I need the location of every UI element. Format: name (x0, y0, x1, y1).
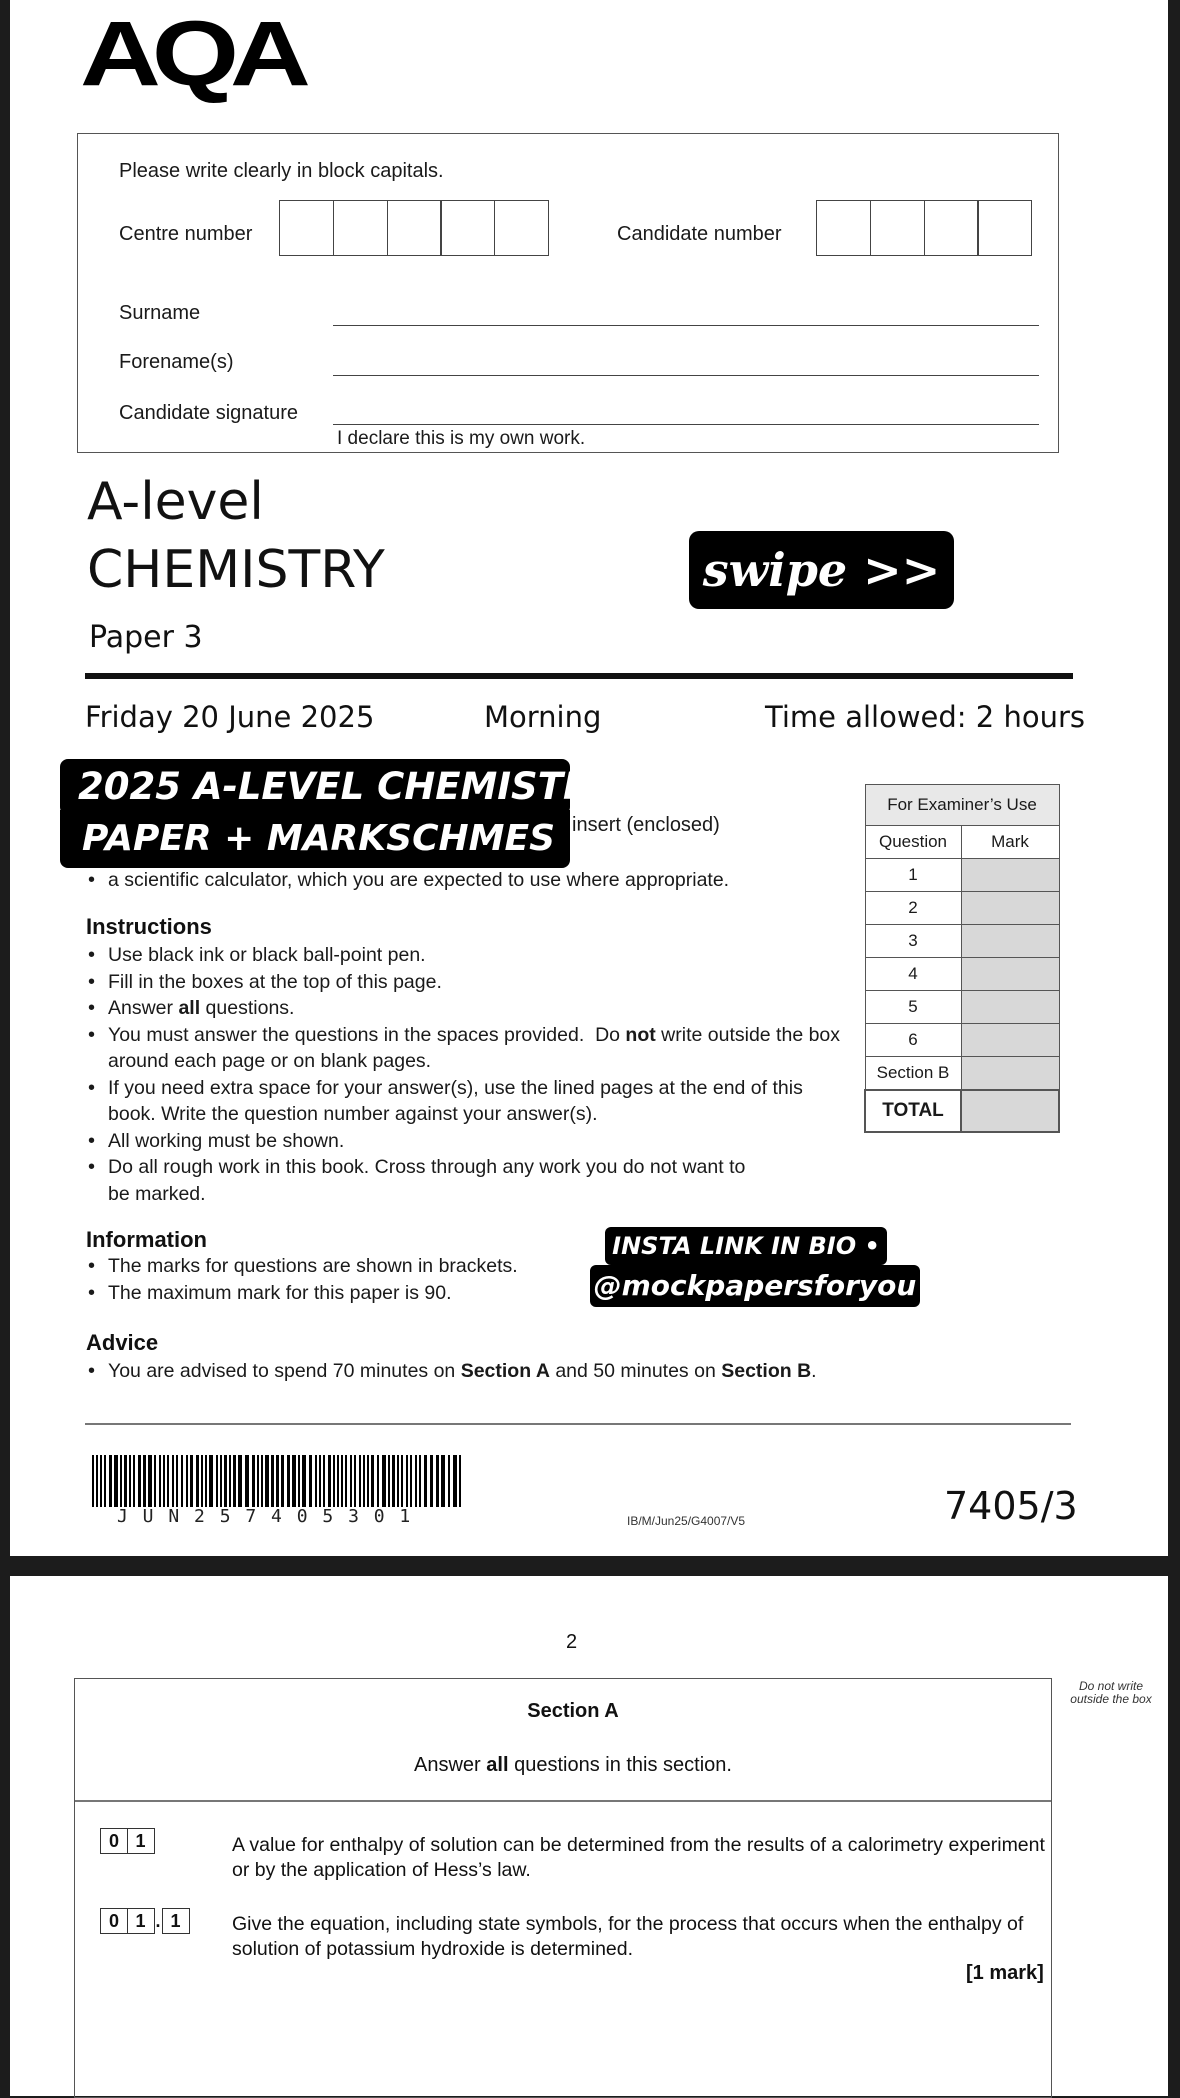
question-011-text: Give the equation, including state symbols, for the process that occurs when the enthalpy of solution of potassium hydroxide is determined. (232, 1913, 1024, 1960)
reference-code: IB/M/Jun25/G4007/V5 (627, 1514, 746, 1528)
barcode-bar (397, 1455, 399, 1507)
aqa-logo: AQA (80, 2, 302, 105)
barcode-bar (459, 1455, 461, 1507)
digit-box[interactable] (387, 200, 442, 256)
barcode-bar (377, 1455, 379, 1507)
advice-item: • You are advised to spend 70 minutes on Section A and 50 minutes on Section B. (86, 1358, 986, 1385)
question-digit: 0 (100, 1828, 128, 1854)
barcode-bar (323, 1455, 325, 1507)
materials-item: • a scientific calculator, which you are expected to use where appropriate. (86, 867, 846, 894)
barcode-bar (333, 1455, 335, 1507)
instruction-item: • Use black ink or black ball-point pen. (86, 942, 846, 969)
barcode-bar (120, 1455, 122, 1507)
instruction-item: • Answer all questions. (86, 995, 846, 1022)
barcode-bar (345, 1455, 347, 1507)
barcode-bar (148, 1455, 152, 1507)
barcode-bar (302, 1455, 306, 1507)
time-allowed: Time allowed: 2 hours (765, 700, 1085, 734)
digit-box[interactable] (816, 200, 871, 256)
question-cell: 3 (865, 925, 961, 958)
signature-field[interactable] (333, 424, 1039, 425)
signature-label: Candidate signature (119, 402, 299, 424)
footer-divider (85, 1423, 1071, 1425)
information-item: • The marks for questions are shown in brackets. (86, 1253, 606, 1280)
barcode-bar (186, 1455, 188, 1507)
instruction-item: • Fill in the boxes at the top of this page. (86, 969, 846, 996)
digit-box[interactable] (279, 200, 334, 256)
barcode (92, 1455, 464, 1507)
barcode-bar (441, 1455, 445, 1507)
forename-field[interactable] (333, 375, 1039, 376)
answer-box (74, 1678, 1052, 2098)
margin-note: Do not write outside the box (1070, 1679, 1152, 1706)
subject-title: CHEMISTRY (87, 540, 385, 600)
barcode-bar (224, 1455, 227, 1507)
question-cell: 6 (865, 1024, 961, 1057)
barcode-bar (172, 1455, 174, 1507)
barcode-bar (276, 1455, 279, 1507)
barcode-bar (176, 1455, 178, 1507)
barcode-bar (190, 1455, 193, 1507)
barcode-bar (181, 1455, 183, 1507)
advice-list (86, 1358, 986, 1385)
information-list (86, 1253, 606, 1306)
insta-link-line[interactable]: INSTA LINK IN BIO • (605, 1227, 887, 1265)
question-column-header: Question (865, 826, 961, 859)
barcode-bar (252, 1455, 255, 1507)
barcode-bar (406, 1455, 408, 1507)
barcode-bar (114, 1455, 118, 1507)
barcode-bar (133, 1455, 135, 1507)
question-cell: Section B (865, 1057, 961, 1091)
mark-cell (961, 925, 1059, 958)
mark-cell (961, 958, 1059, 991)
barcode-bar (309, 1455, 312, 1507)
barcode-bar (453, 1455, 457, 1507)
title-divider (85, 673, 1073, 679)
barcode-bar (328, 1455, 331, 1507)
barcode-bar (350, 1455, 352, 1507)
banner-line-2: PAPER + MARKSCHMES • (60, 810, 570, 868)
digit-box[interactable] (333, 200, 388, 256)
barcode-bar (129, 1455, 131, 1507)
total-mark-cell (961, 1090, 1059, 1132)
section-instruction: Answer all questions in this section. (414, 1754, 732, 1776)
barcode-bar (271, 1455, 274, 1507)
digit-box[interactable] (440, 200, 495, 256)
question-dot: . (155, 1910, 161, 1931)
materials-insert: insert (enclosed) (572, 814, 720, 836)
barcode-bar (124, 1455, 127, 1507)
barcode-text: J U N 2 5 7 4 0 5 3 0 1 (117, 1506, 413, 1527)
instructions-list (86, 942, 846, 1207)
barcode-bar (261, 1455, 263, 1507)
barcode-bar (319, 1455, 321, 1507)
total-label: TOTAL (865, 1090, 961, 1132)
instruction-item: • If you need extra space for your answer(s), use the lined pages at the end of this book. Write the question number against your answer(s). (86, 1075, 846, 1128)
question-digit: 1 (162, 1908, 190, 1934)
mark-cell (961, 892, 1059, 925)
centre-number-boxes[interactable] (279, 200, 548, 256)
examiners-use-title: For Examiner’s Use (865, 785, 1059, 826)
digit-box[interactable] (870, 200, 925, 256)
surname-label: Surname (119, 302, 201, 324)
digit-box[interactable] (924, 200, 979, 256)
advice-heading: Advice (86, 1330, 159, 1355)
barcode-bar (419, 1455, 421, 1507)
swipe-badge[interactable]: swipe >> (689, 531, 954, 609)
question-number-011 (100, 1908, 188, 1934)
mark-cell (961, 859, 1059, 892)
paper-number: Paper 3 (89, 620, 203, 655)
page-number: 2 (566, 1631, 578, 1653)
barcode-bar (159, 1455, 161, 1507)
examiners-use-table (864, 784, 1060, 1133)
barcode-bar (298, 1455, 300, 1507)
barcode-bar (448, 1455, 450, 1507)
digit-box[interactable] (977, 200, 1032, 256)
barcode-bar (341, 1455, 343, 1507)
barcode-bar (359, 1455, 361, 1507)
barcode-bar (196, 1455, 199, 1507)
barcode-bar (96, 1455, 98, 1507)
barcode-bar (238, 1455, 242, 1507)
question-digit: 1 (127, 1828, 155, 1854)
declaration-text: I declare this is my own work. (337, 428, 586, 449)
question-cell: 1 (865, 859, 961, 892)
candidate-number-boxes[interactable] (816, 200, 1031, 256)
barcode-bar (287, 1455, 290, 1507)
exam-date: Friday 20 June 2025 (85, 700, 375, 734)
question-digit: 0 (100, 1908, 128, 1934)
exam-session: Morning (484, 700, 602, 734)
block-capitals-instruction: Please write clearly in block capitals. (119, 160, 444, 182)
question-cell: 4 (865, 958, 961, 991)
barcode-bar (315, 1455, 317, 1507)
information-item: • The maximum mark for this paper is 90. (86, 1280, 606, 1307)
banner-line-1: 2025 A-LEVEL CHEMISTRY (60, 759, 570, 815)
barcode-bar (410, 1455, 412, 1507)
insta-handle-line[interactable]: @mockpapersforyou (590, 1265, 920, 1307)
question-number-01 (100, 1828, 153, 1854)
barcode-bar (430, 1455, 433, 1507)
barcode-bar (337, 1455, 339, 1507)
barcode-bar (281, 1455, 284, 1507)
barcode-bar (220, 1455, 222, 1507)
barcode-bar (371, 1455, 374, 1507)
barcode-bar (265, 1455, 269, 1507)
instruction-item: • All working must be shown. (86, 1128, 846, 1155)
barcode-bar (354, 1455, 356, 1507)
mark-column-header: Mark (961, 826, 1059, 859)
barcode-bar (104, 1455, 106, 1507)
instructions-heading: Instructions (86, 914, 212, 939)
barcode-bar (209, 1455, 213, 1507)
barcode-bar (436, 1455, 439, 1507)
centre-number-label: Centre number (119, 223, 253, 245)
barcode-bar (163, 1455, 165, 1507)
question-cell: 5 (865, 991, 961, 1024)
candidate-number-label: Candidate number (617, 223, 782, 245)
instruction-item: • You must answer the questions in the spaces provided. Do not write outside the box around each page or on blank pages. (86, 1022, 846, 1075)
barcode-bar (424, 1455, 427, 1507)
mark-cell (961, 991, 1059, 1024)
barcode-bar (167, 1455, 169, 1507)
barcode-bar (154, 1455, 156, 1507)
barcode-bar (292, 1455, 296, 1507)
digit-box[interactable] (494, 200, 549, 256)
question-011-marks: [1 mark] (966, 1962, 1044, 1984)
barcode-bar (109, 1455, 112, 1507)
paper-code: 7405/3 (944, 1484, 1078, 1528)
section-title: Section A (527, 1700, 619, 1722)
barcode-bar (401, 1455, 403, 1507)
barcode-bar (138, 1455, 141, 1507)
barcode-bar (245, 1455, 249, 1507)
barcode-bar (367, 1455, 369, 1507)
barcode-bar (415, 1455, 417, 1507)
question-cell: 2 (865, 892, 961, 925)
barcode-bar (233, 1455, 236, 1507)
mark-cell (961, 1024, 1059, 1057)
question-digit: 1 (127, 1908, 155, 1934)
barcode-bar (92, 1455, 94, 1507)
barcode-bar (229, 1455, 231, 1507)
barcode-bar (205, 1455, 207, 1507)
surname-field[interactable] (333, 325, 1039, 326)
qualification-level: A-level (87, 472, 264, 532)
barcode-bar (388, 1455, 390, 1507)
question-01-text: A value for enthalpy of solution can be determined from the results of a calorimetry experiment or by the application of Hess’s law. (232, 1834, 1045, 1881)
barcode-bar (363, 1455, 365, 1507)
barcode-bar (216, 1455, 218, 1507)
mark-cell (961, 1057, 1059, 1091)
materials-list (86, 867, 846, 894)
section-divider (75, 1800, 1051, 1802)
instruction-item: • Do all rough work in this book. Cross through any work you do not want to be marked. (86, 1154, 748, 1207)
barcode-bar (100, 1455, 102, 1507)
barcode-bar (201, 1455, 203, 1507)
barcode-bar (257, 1455, 259, 1507)
barcode-bar (143, 1455, 146, 1507)
information-heading: Information (86, 1227, 207, 1252)
forename-label: Forename(s) (119, 351, 234, 373)
barcode-bar (392, 1455, 395, 1507)
barcode-bar (382, 1455, 386, 1507)
